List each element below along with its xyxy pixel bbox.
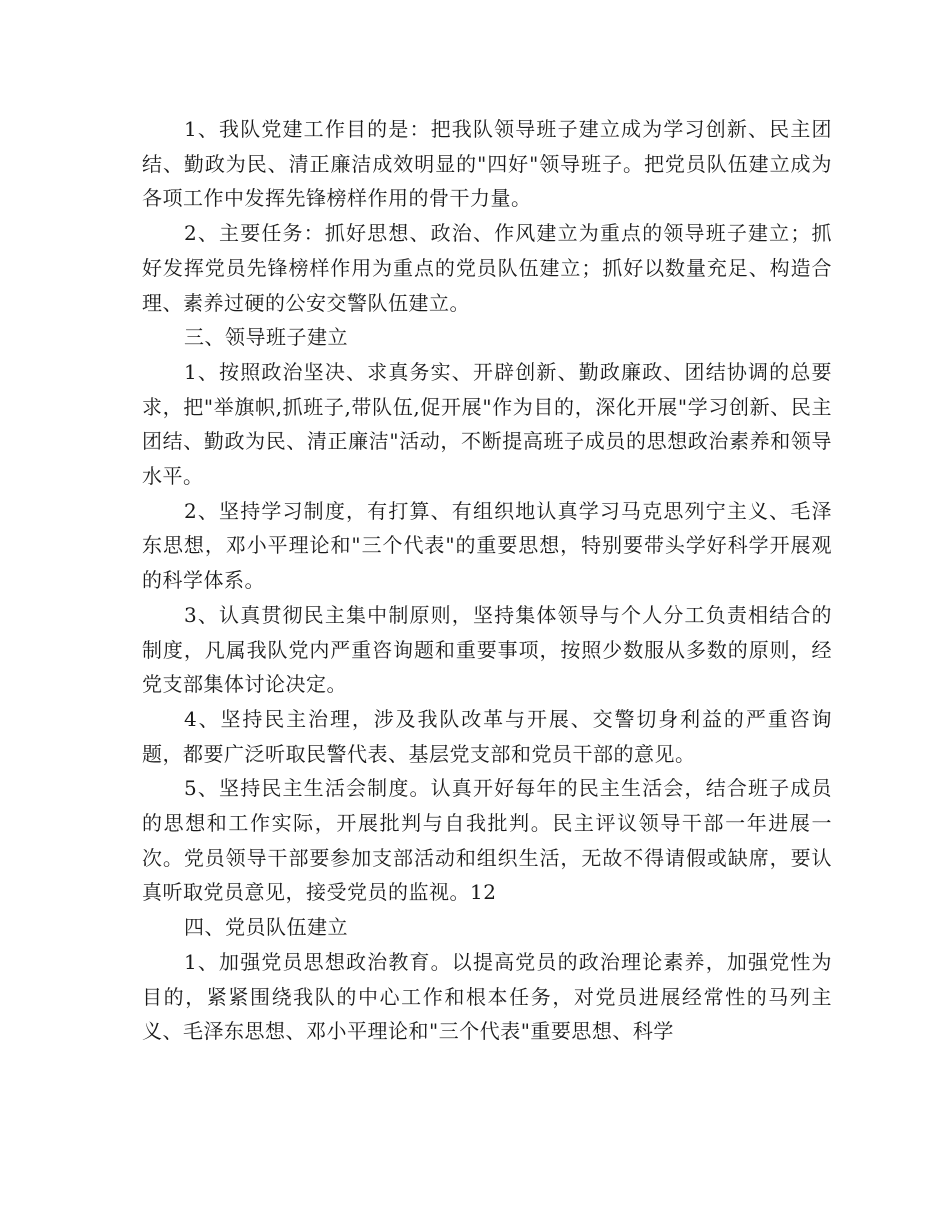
paragraph-leadership-1: 1、按照政治坚决、求真务实、开辟创新、勤政廉政、团结协调的总要求，把"举旗帜,抓班子,带队伍,促开展"作为目的，深化开展"学习创新、民主团结、勤政为民、清正廉洁"活动，不断提高班子成员的思想政治素养和领导水平。	[142, 359, 832, 489]
document-page	[142, 112, 832, 1049]
paragraph-leadership-4: 4、坚持民主治理，涉及我队改革与开展、交警切身利益的严重咨询题，都要广泛听取民警代表、基层党支部和党员干部的意见。	[142, 706, 832, 766]
paragraph-members-1: 1、加强党员思想政治教育。以提高党员的政治理论素养，加强党性为目的，紧紧围绕我队的中心工作和根本任务，对党员进展经常性的马列主义、毛泽东思想、邓小平理论和"三个代表"重要思想、科学	[142, 949, 832, 1044]
paragraph-leadership-3: 3、认真贯彻民主集中制原则，坚持集体领导与个人分工负责相结合的制度，凡属我队党内严重咨询题和重要事项，按照少数服从多数的原则，经党支部集体讨论决定。	[142, 602, 832, 697]
section-heading-leadership: 三、领导班子建立	[184, 325, 348, 350]
paragraph-leadership-5: 5、坚持民主生活会制度。认真开好每年的民主生活会，结合班子成员的思想和工作实际，开展批判与自我批判。民主评议领导干部一年进展一次。党员领导干部要参加支部活动和组织生活，无故不得请假或缺席，要认真听取党员意见，接受党员的监视。12	[142, 776, 832, 905]
paragraph-goal: 1、我队党建工作目的是：把我队领导班子建立成为学习创新、民主团结、勤政为民、清正廉洁成效明显的"四好"领导班子。把党员队伍建立成为各项工作中发挥先锋榜样作用的骨干力量。	[142, 117, 832, 211]
paragraph-leadership-2: 2、坚持学习制度，有打算、有组织地认真学习马克思列宁主义、毛泽东思想，邓小平理论和"三个代表"的重要思想，特别要带头学好科学开展观的科学体系。	[142, 498, 832, 593]
paragraph-main-tasks: 2、主要任务：抓好思想、政治、作风建立为重点的领导班子建立；抓好发挥党员先锋榜样作用为重点的党员队伍建立；抓好以数量充足、构造合理、素养过硬的公安交警队伍建立。	[142, 221, 832, 315]
section-heading-members: 四、党员队伍建立	[184, 915, 348, 940]
